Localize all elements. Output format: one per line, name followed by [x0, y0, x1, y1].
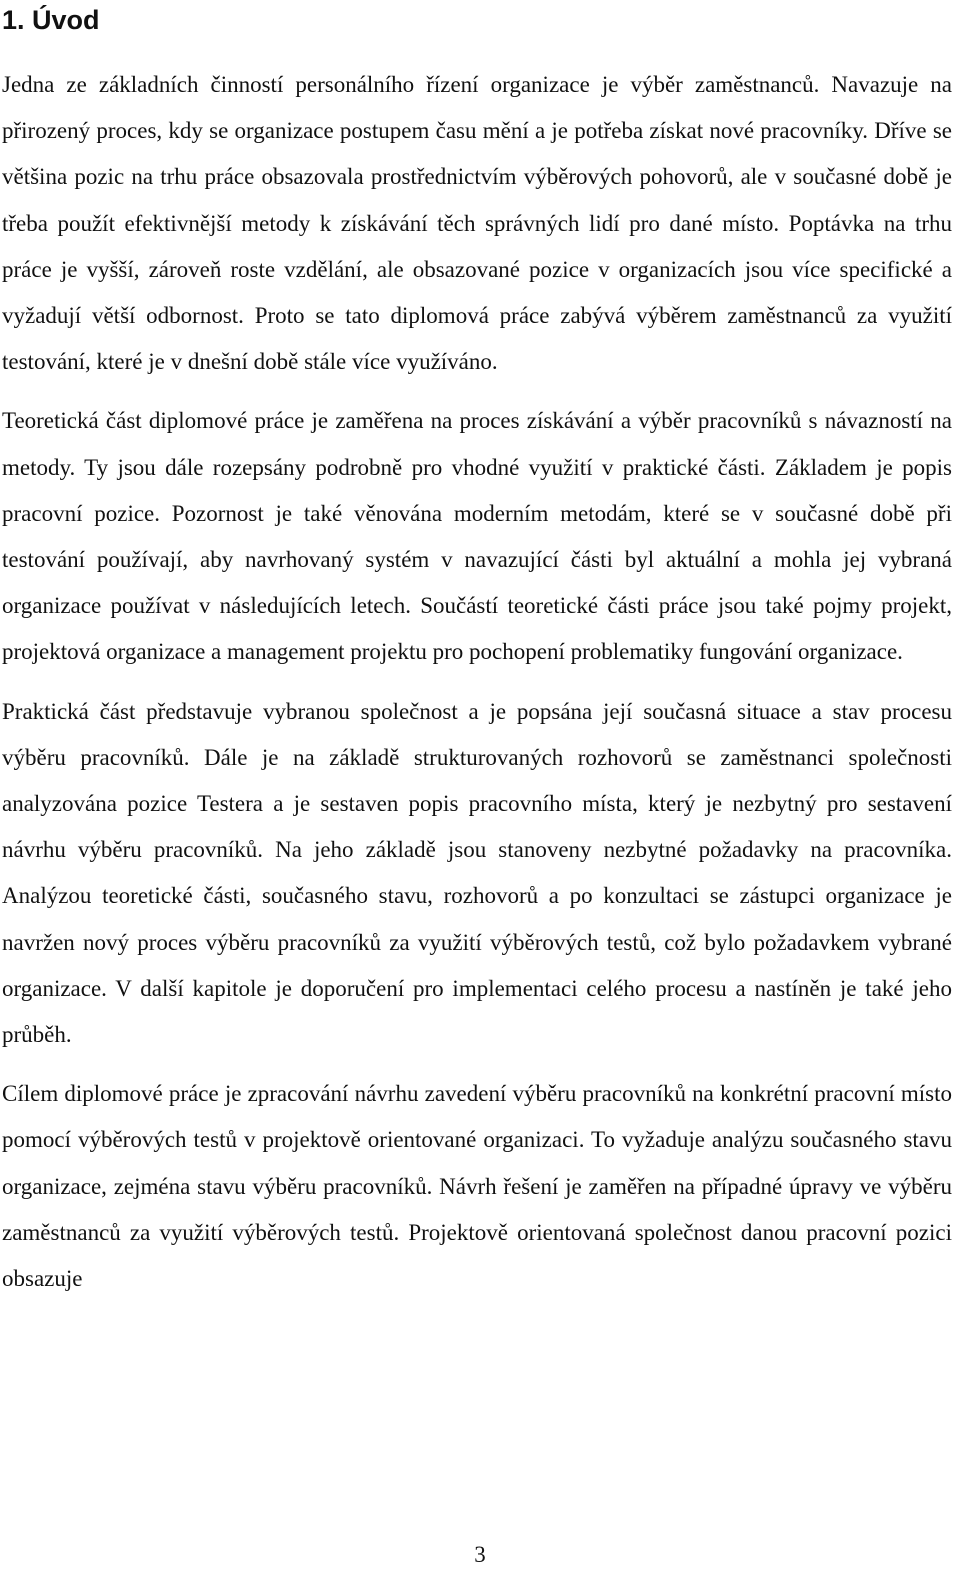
body-text — [2, 62, 952, 1302]
paragraph-intro: Jedna ze základních činností personálního řízení organizace je výběr zaměstnanců. Navazuje na přirozený proces, kdy se organizace postupem času mění a je potřeba získat nové pracovníky. Dříve se většina pozic na trhu práce obsazovala prostřednictvím výběrových pohovorů, ale v současné době je třeba použít efektivnější metody k získávání těch správných lidí pro dané místo. Poptávka na trhu práce je vyšší, zároveň roste vzdělání, ale obsazované pozice v organizacích jsou více specifické a vyžadují větší odbornost. Proto se tato diplomová práce zabývá výběrem zaměstnanců za využití testování, které je v dnešní době stále více využíváno. — [2, 72, 952, 375]
section-heading: 1. Úvod — [2, 5, 100, 35]
paragraph-goal: Cílem diplomové práce je zpracování návrhu zavedení výběru pracovníků na konkrétní pracovní místo pomocí výběrových testů v projektově orientované organizaci. To vyžaduje analýzu současného stavu organizace, zejména stavu výběru pracovníků. Návrh řešení je zaměřen na případné úpravy ve výběru zaměstnanců za využití výběrových testů. Projektově orientovaná společnost danou pracovní pozici obsazuje — [2, 1081, 952, 1292]
page-number: 3 — [474, 1542, 486, 1567]
paragraph-practice: Praktická část představuje vybranou společnost a je popsána její současná situace a stav procesu výběru pracovníků. Dále je na základě strukturovaných rozhovorů se zaměstnanci společnosti analyzována pozice Testera a je sestaven popis pracovního místa, který je nezbytný pro sestavení návrhu výběru pracovníků. Na jeho základě jsou stanoveny nezbytné požadavky na pracovníka. Analýzou teoretické části, současného stavu, rozhovorů a po konzultaci se zástupci organizace je navržen nový proces výběru pracovníků za využití výběrových testů, což bylo požadavkem vybrané organizace. V další kapitole je doporučení pro implementaci celého procesu a nastíněn je také jeho průběh. — [2, 698, 952, 1048]
paragraph-theory: Teoretická část diplomové práce je zaměřena na proces získávání a výběr pracovníků s návazností na metody. Ty jsou dále rozepsány podrobně pro vhodné využití v praktické části. Základem je popis pracovní pozice. Pozornost je také věnována moderním metodám, které se v současné době při testování používají, aby navrhovaný systém v navazující části byl aktuální a mohla jej vybraná organizace používat v následujících letech. Součástí teoretické části práce jsou také pojmy projekt, projektová organizace a management projektu pro pochopení problematiky fungování organizace. — [2, 408, 952, 665]
